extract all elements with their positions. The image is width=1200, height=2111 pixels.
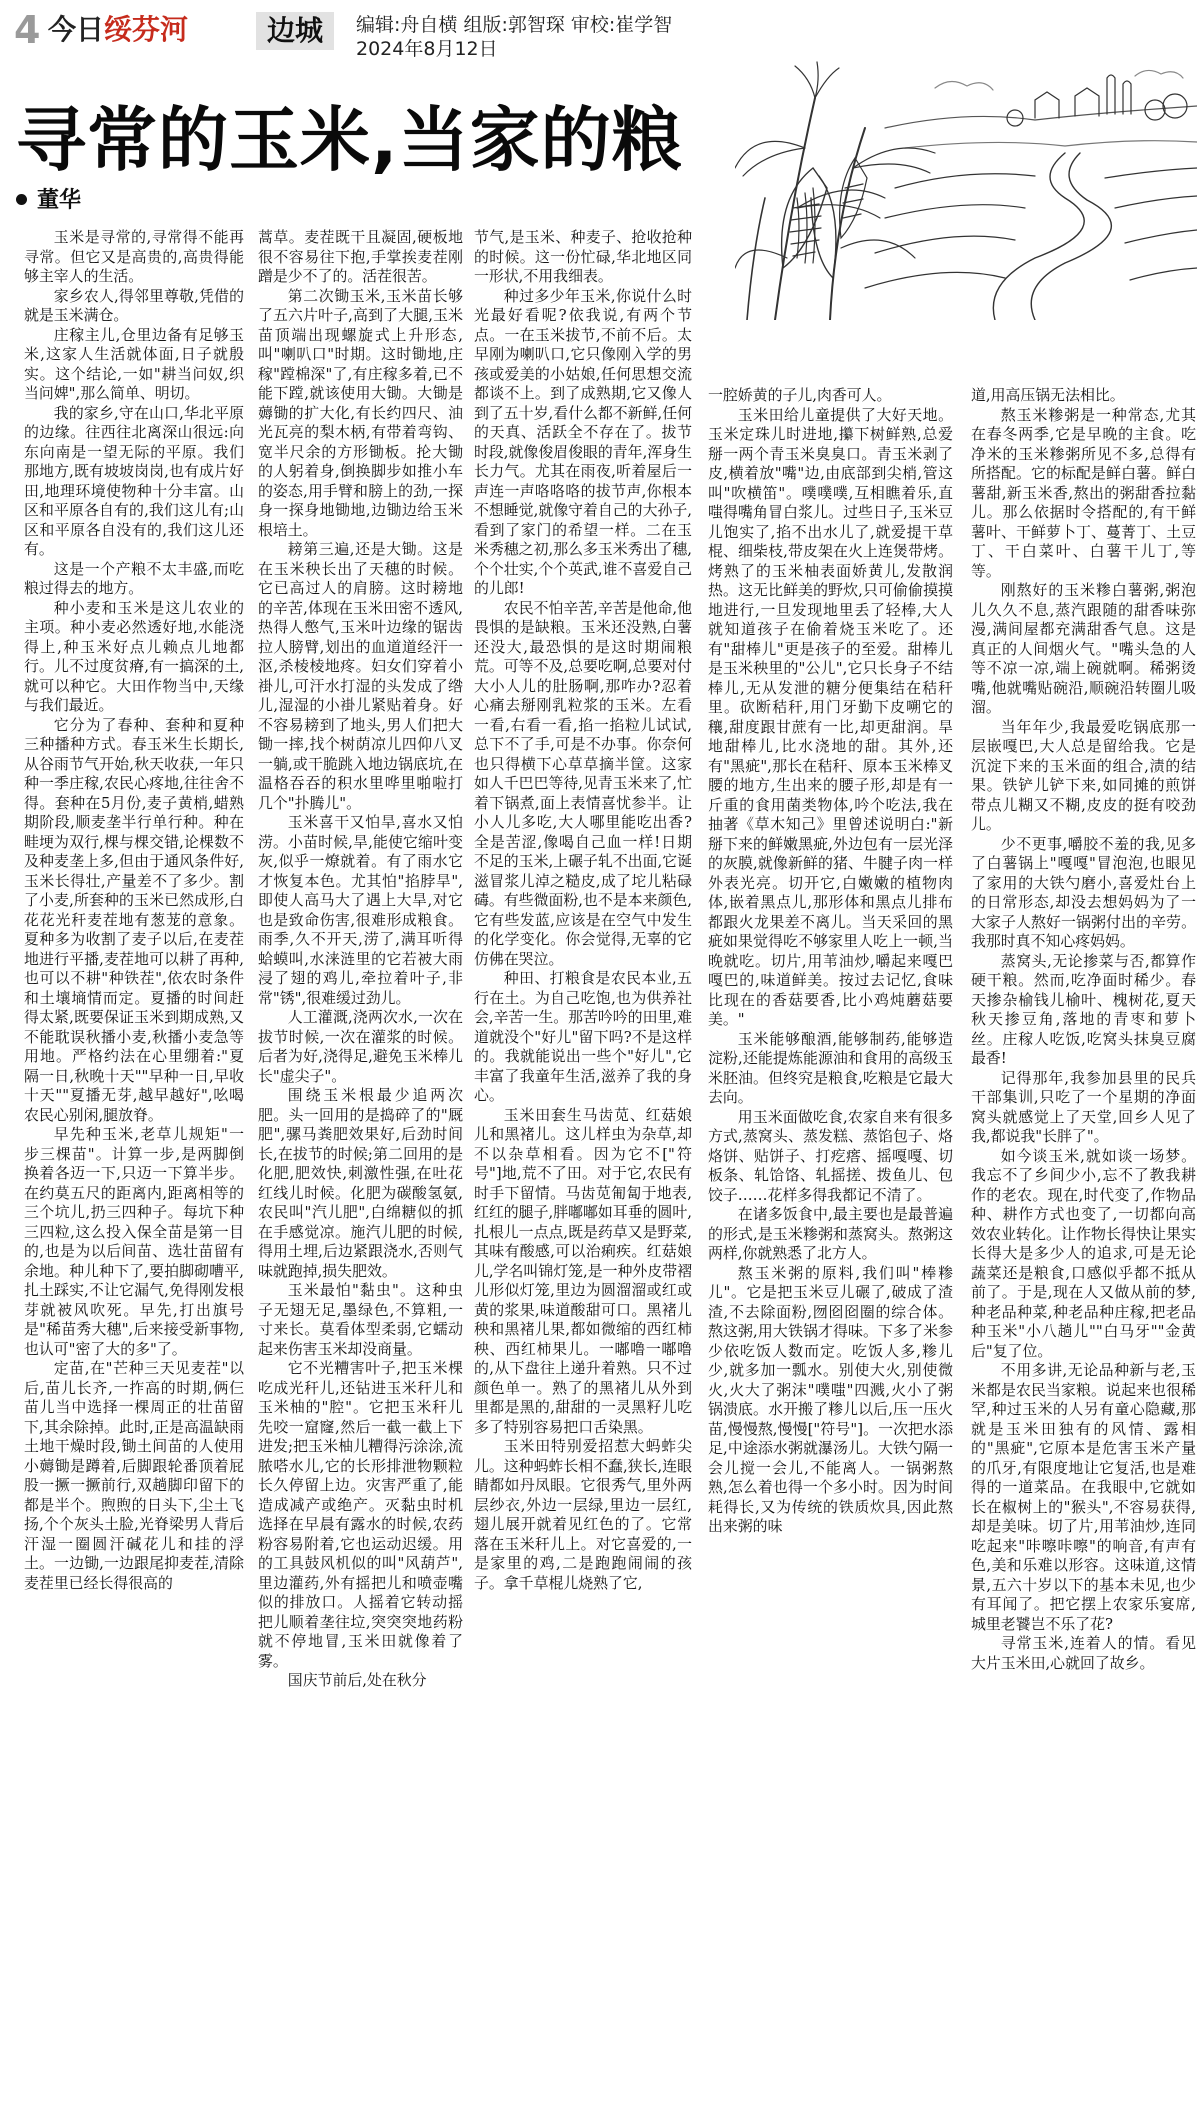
paragraph: 种小麦和玉米是这儿农业的主项。种小麦必然透好地,水能浇得上,种玉米好点儿赖点儿地都行。儿不过度贫瘠,有一搞深的土,就可以种它。大田作物当中,天缘与我们最近。 — [24, 598, 244, 714]
paragraph: 种过多少年玉米,你说什么时光最好看呢?依我说,有两个节点。一在玉米拔节,不前不后。太早刚为喇叭口,它只像刚入学的男孩或爱美的小姑娘,任何思想交流都谈不上。到了成熟期,它又像人到了五十岁,看什么都不新鲜,任何的天真、活跃全不存在了。拔节时段,就像俊眉俊眼的青年,浑身生长力气。尤其在雨夜,听着屋后一声连一声咯咯咯的拔节声,你根本不想睡觉,就像守着自己的大孙子,看到了家门的希望一样。二在玉米秀穗之初,那么多玉米秀出了穗,个个壮实,个个英武,谁不喜爱自己的儿郎! — [474, 286, 692, 597]
paragraph: 第二次锄玉米,玉米苗长够了五六片叶子,高到了大腿,玉米苗顶端出现螺旋式上升形态,叫"喇叭口"时期。这时锄地,庄稼"蹚棉深"了,有庄稼多着,已不能下蹚,就该使用大锄。大锄是薅锄的扩大化,有长约四尺、油光瓦亮的梨木柄,有带着弯钩、宽半尺余的方形锄板。抡大锄的人躬着身,倒换脚步如推小车的姿态,用手臂和膀上的劲,一探身一探身地锄地,边锄边给玉米根培土。 — [258, 286, 463, 539]
paragraph: 记得那年,我参加县里的民兵干部集训,只吃了一个星期的净面窝头就感觉上了天堂,回乡人见了我,都说我"长胖了"。 — [971, 1068, 1196, 1145]
paragraph: 熬玉米粥的原料,我们叫"棒糁儿"。它是把玉米豆儿碾了,破成了渣渣,不去除面粉,囫囵囵圈的综合体。熬这粥,用大铁锅才得味。下多了米参少依吃饭人数而定。吃饭人多,糁儿少,就多加一瓢水。别使大火,别使微火,火大了粥沫"噗嗤"四溅,火小了粥锅溃底。水开搬了糁儿以后,压一压火苗,慢慢熬,慢慢["符号"]。一次把水添足,中途添水粥就瀑汤儿。大铁勺隔一会儿搅一会儿,不能离人。一锅粥熬熟,怎么着也得一个多小时。因为时间耗得长,又为传统的铁质炊具,因此熬出来粥的味 — [708, 1263, 953, 1535]
corn-field-illustration — [735, 58, 1197, 320]
article-column-1 — [24, 228, 244, 2103]
paragraph: 耪第三遍,还是大锄。这是在玉米秧长出了天穗的时候。它已高过人的肩膀。这时耪地的辛苦,体现在玉米田密不透风,热得人憋气,玉米叶边缘的锯齿拉人膀臂,划出的血道道经汗一沤,杀棱棱地疼。妇女们穿着小褂儿,可汗水打湿的头发成了绺儿,湿湿的小褂儿紧贴着身。好不容易耪到了地头,男人们把大锄一摔,找个树荫凉儿四仰八叉一躺,或干脆跳入地边锅底坑,在温格吞吞的积水里哗里啪啦打几个"扑腾儿"。 — [258, 540, 463, 812]
paragraph: 熬玉米糁粥是一种常态,尤其在春冬两季,它是早晚的主食。吃净米的玉米糁粥所见不多,总得有所搭配。它的标配是鲜白薯。鲜白薯甜,新玉米香,熬出的粥甜香拉黏儿。那么依据时令搭配的,有干鲜薯叶、干鲜萝卜丁、蔓菁丁、土豆丁、干白菜叶、白薯干儿丁,等等。 — [971, 405, 1196, 580]
paragraph: 蒸窝头,无论掺菜与否,都算作硬干粮。然而,吃净面时稀少。春天掺杂榆钱儿榆叶、槐树花,夏天秋天掺豆角,落地的青枣和萝卜丝。庄稼人吃饭,吃窝头抹臭豆腐最香! — [971, 951, 1196, 1067]
paragraph: 玉米田特别爱招惹大蚂蚱尖儿。这种蚂蚱长相不蠢,狭长,连眼睛都如丹凤眼。它很秀气,里外两层纱衣,外边一层绿,里边一层红,翅儿展开就着见红色的了。它常落在玉米秆儿上。对它喜爱的,一是家里的鸡,二是跑跑闹闹的孩子。拿千草棍儿烧熟了它, — [474, 1437, 692, 1592]
paragraph: 刚熬好的玉米糁白薯粥,粥泡儿久久不息,蒸汽跟随的甜香味弥漫,满间屋都充满甜香气息。这是真正的人间烟火气。"嘴头急的人等不凉一凉,端上碗就啊。稀粥烫嘴,他就嘴贴碗沿,顺碗沿转圈儿吸溜。 — [971, 581, 1196, 716]
paragraph: 少不更事,嚼胶不羞的我,见多了白薯锅上"嘎嘎"冒泡泡,也眼见了家用的大铁勺磨小,喜爱灶台上的日常形态,却没去想妈妈为了一大家子人熬好一锅粥付出的辛劳。我那时真不知心疼妈妈。 — [971, 834, 1196, 950]
paragraph: 在诸多饭食中,最主要也是最普遍的形式,是玉米糁粥和蒸窝头。熬粥这两样,你就熟悉了北方人。 — [708, 1205, 953, 1262]
paragraph: 用玉米面做吃食,农家自来有很多方式,蒸窝头、蒸发糕、蒸馅包子、烙烙饼、贴饼子、打疙瘩、摇嘎嘎、切板条、轧饸饹、轧摇搓、拨鱼儿、包饺子……花样多得我都记不清了。 — [708, 1107, 953, 1204]
page-number: 4 — [14, 8, 41, 52]
paragraph: 玉米最怕"黏虫"。这种虫子无翅无足,墨绿色,不算粗,一寸来长。莫看体型柔弱,它蠕动起来伤害玉米却没商量。 — [258, 1281, 463, 1358]
paragraph: 不用多讲,无论品种新与老,玉米都是农民当家粮。说起来也很稀罕,种过玉米的人另有童心隐藏,那就是玉米田独有的风情、露相的"黑疵",它原本是危害玉米产量的爪牙,有限度地让它复活,也是难得的一道菜品。在我眼中,它就如长在椒树上的"猴头",不容易获得,却是美味。切了片,用苇油炒,连同吃起来"咔嚓咔嚓"的响音,有声有色,美和乐难以形容。这味道,这情景,五六十岁以下的基本未见,也少有耳闻了。把它摆上农家乐宴席,城里老饕岂不乐了花? — [971, 1361, 1196, 1633]
author-name: 董华 — [37, 188, 82, 213]
article-title: 寻常的玉米,当家的粮 — [16, 99, 683, 181]
paragraph: 节气,是玉米、种麦子、抢收抢种的时候。这一份忙碌,华北地区同一形状,不用我细表。 — [474, 228, 692, 285]
section-label: 边城 — [256, 12, 334, 50]
paragraph: 家乡农人,得邻里尊敬,凭借的就是玉米满仓。 — [24, 286, 244, 324]
paragraph: 它不光糟害叶子,把玉米棵吃成光秆儿,还钻进玉米秆儿和玉米柚的"腔"。它把玉米秆儿先咬一窟窿,然后一截一截上下进发;把玉米柚儿糟得污涂涂,流脓嗒水儿,它的长形排泄物颗粒长久停留上边。灾害严重了,能造成减产或绝产。灭黏虫时机选择在早晨有露水的时候,农药粉容易附着,它也运动迟缓。用的工具鼓风机似的叫"风葫芦",里边灌药,外有摇把儿和喷壶嘴似的排放口。人摇着它转动摇把儿顺着垄往垃,突突突地药粉就不停地冒,玉米田就像着了雾。 — [258, 1359, 463, 1670]
paragraph: 如今谈玉米,就如谈一场梦。我忘不了乡间少小,忘不了教我耕作的老农。现在,时代变了,作物品种、耕作方式也变了,一切都向高效农业转化。让作物长得快让果实长得大是多少人的追求,可是无论蔬菜还是粮食,口感似乎都不抵从前了。于是,现在人又做从前的梦,种老品种菜,种老品种庄稼,把老品种玉米"小八趟儿""白马牙""金黄后"复了位。 — [971, 1146, 1196, 1360]
paragraph: 我的家乡,守在山口,华北平原的边缘。往西往北离深山很远:向东向南是一望无际的平原。我们那地方,既有坡坡岗岗,也有成片好田,地理环境使物种十分丰富。山区和平原各自有的,我们这儿有;山区和平原各自没有的,我们这儿还有。 — [24, 403, 244, 558]
paragraph: 围绕玉米根最少追两次肥。头一回用的是捣碎了的"厩肥",骡马粪肥效果好,后劲时间长,在拔节的时候;第二回用的是化肥,肥效快,刺激性强,在吐花红线儿时候。化肥为碳酸氢氨,农民叫"汽儿肥",白绵糖似的抓在手感觉凉。施汽儿肥的时候,得用土埋,后边紧跟浇水,否则气味就跑掉,损失肥效。 — [258, 1086, 463, 1280]
newspaper-name-prefix: 今日 — [48, 13, 105, 46]
paragraph: 当年年少,我最爱吃锅底那一层嵌嘎巴,大人总是留给我。它是沉淀下来的玉米面的组合,渍的结果。铁铲儿铲下来,如同摊的煎饼带点儿糊又不糊,皮皮的挺有咬劲儿。 — [971, 717, 1196, 833]
paragraph: 国庆节前后,处在秋分 — [287, 1671, 427, 1689]
paragraph: 玉米能够酿酒,能够制药,能够造淀粉,还能提炼能源油和食用的高级玉米胚油。但终究是粮食,吃粮是它最大去向。 — [708, 1029, 953, 1106]
paragraph: 玉米喜干又怕旱,喜水又怕涝。小苗时候,旱,能使它缩叶变灰,似乎一燎就着。有了雨水它才恢复本色。尤其怕"掐脖旱",即使人高马大了遇上大旱,对它也是致命伤害,很难形成粮食。雨季,久不开天,涝了,满耳听得蛤蟆叫,水涞涟里的它若被大雨浸了翅的鸡儿,牵拉着叶子,非常"锈",很难缓过劲儿。 — [258, 813, 463, 1007]
bullet-icon — [16, 194, 27, 205]
paragraph: 道,用高压锅无法相比。 — [971, 386, 1125, 404]
paragraph: 玉米田给儿童提供了大好天地。玉米定珠儿时进地,攥下树鲜熟,总爱掰一两个青玉米臭臭口。青玉米剥了皮,横着放"嘴"边,由底部到尖梢,管这叫"吹横笛"。噗噗噗,互相瞧着乐,直嗤得嘴角冒白浆儿。过些日子,玉米豆儿饱实了,掐不出水儿了,就爱提干草棍、细柴枝,带皮架在火上连煲带烤。烤熟了的玉米柚表面娇黄儿,发散润热。这无比鲜美的野炊,只可偷偷摸摸地进行,一旦发现地里丢了轻棒,大人就知道孩子在偷着烧玉米吃了。还有"甜棒儿"更是孩子的至爱。甜棒儿是玉米秧里的"公儿",它只长身子不结棒儿,无从发泄的糖分便集结在秸秆里。砍断秸秆,用门牙勤下皮嗍它的穰,甜度跟甘蔗有一比,却更甜润。旱地甜棒儿,比水浇地的甜。其外,还有"黑疵",那长在秸秆、原本玉米棒叉腰的地方,生出来的腰子形,却是有一斤重的食用菌类物体,吟个吃法,我在抽著《草木知己》里曾述说明白:"新掰下来的鲜嫩黑疵,外边包有一层光泽的灰膜,就像新鲜的猪、牛腱子肉一样外表光亮。切开它,白嫩嫩的植物肉体,嵌着黑点儿,那形体和黑点儿排布都跟火龙果差不离儿。当天采回的黑疵如果觉得吃不够家里人吃上一顿,当晚就吃。切片,用苇油炒,嚼起来嘎巴嘎巴的,味道鲜美。按过去记忆,食味比现在的香菇要香,比小鸡炖蘑菇要美。" — [708, 405, 953, 1028]
paragraph: 玉米是寻常的,寻常得不能再寻常。但它又是高贵的,高贵得能够主宰人的生活。 — [24, 228, 244, 285]
paragraph: 农民不怕辛苦,辛苦是他命,他畏惧的是缺粮。玉米还没熟,白薯还没大,最恐惧的是这时期闹粮荒。可等不及,总要吃啊,总要对付大小人儿的肚肠啊,那咋办?忍着心痛去掰刚乳粒浆的玉米。左看一看,右看一看,掐一掐粒儿试试,总下不了手,可是不办事。你奈何也只得横下心草草摘半筐。这家如人千巴巴等待,见青玉米来了,忙着下锅煮,面上表情喜忧参半。让小人儿多吃,大人哪里能吃出香?全是苦涩,像喝自己血一样!日期不足的玉米,上碾子轧不出面,它诞滋冒浆儿淖之糙皮,成了坨儿粘碌碡。有些微面粉,也不是本来颜色,它有些发蓝,应该是在空气中发生的化学变化。你会觉得,无辜的它仿佛在哭泣。 — [474, 598, 692, 968]
paragraph: 定苗,在"芒种三天见麦茬"以后,苗儿长齐,一拃高的时期,俩仨苗儿当中选择一棵周正的壮苗留下,其余除掉。此时,正是高温缺雨土地干燥时段,锄土间苗的人使用小薅锄是蹲着,后脚跟轮番顶着屁股一撅一撅前行,双趟脚印留下的都是半个。煦煦的日头下,尘土飞扬,个个灰头土脸,光脊梁男人背后汗湿一圈圆汗碱花儿和挂的浮土。一边锄,一边跟尾抑麦茬,清除麦茬里已经长得很高的 — [24, 1359, 244, 1592]
paragraph: 庄稼主儿,仓里边备有足够玉米,这家人生活就体面,日子就殷实。这个结论,一如"耕当问奴,织当问婢",那么简单、明切。 — [24, 325, 244, 402]
paragraph: 这是一个产粮不太丰盛,而吃粮过得去的地方。 — [24, 559, 244, 597]
article-column-5 — [971, 386, 1196, 2103]
newspaper-name-accent: 绥芬河 — [104, 13, 189, 46]
paragraph: 寻常玉米,连着人的情。看见大片玉米田,心就回了故乡。 — [971, 1634, 1196, 1672]
paragraph: 种田、打粮食是农民本业,五行在土。为自己吃饱,也为供养社会,辛苦一生。那苦吟吟的田里,难道就没个"好儿"留下吗?不是这样的。我就能说出一些个"好儿",它丰富了我童年生活,滋养了我的身心。 — [474, 969, 692, 1104]
paragraph: 玉米田套生马齿苋、红菇娘儿和黑褚儿。这儿样虫为杂草,却不以杂草相看。因为它不["符号"]地,荒不了田。对于它,农民有时手下留情。马齿苋匍匐于地表,红红的腿子,胖嘟嘟如耳垂的圆叶,扎根儿一点点,既是药草又是野菜,其味有酸感,可以治痢疾。红菇娘儿,学名叫锦灯笼,是一种外皮带褶儿形似灯笼,里边为圆溜溜或红或黄的浆果,味道酸甜可口。黑褚儿秧和黑褚儿果,都如微缩的西红柿秧、西红柿果儿。一嘟噜一嘟噜的,从下盘往上递升着熟。只不过颜色单一。熟了的黑褚儿从外到里都是黑的,甜甜的一灵黑籽儿吃多了特别容易把口舌染黑。 — [474, 1105, 692, 1436]
paragraph: 蒿草。麦茬既干且凝固,硬板地很不容易往下抱,手掌挨麦茬刚蹭是少不了的。活茬很苦。 — [258, 228, 463, 285]
paragraph: 人工灌溉,浇两次水,一次在拔节时候,一次在灌浆的时候。后者为好,浇得足,避免玉米棒儿长"虚尖子"。 — [258, 1008, 463, 1085]
article-column-2 — [258, 228, 463, 2103]
page-header — [0, 0, 1200, 60]
editor-credits: 编辑:舟自横 组版:郭智琛 审校:崔学智 — [356, 14, 673, 36]
byline — [16, 188, 81, 214]
issue-date: 2024年8月12日 — [356, 38, 498, 60]
article-column-4 — [708, 386, 953, 2103]
article-column-3 — [474, 228, 692, 2103]
paragraph: 它分为了春种、套种和夏种三种播种方式。春玉米生长期长,从谷雨节气开始,秋天收获,一年只种一季庄稼,农民心疼地,往往舍不得。套种在5月份,麦子黄梢,蜡熟期阶段,顺麦垄半行单行种。种在畦埂为双行,棵与棵交错,论棵数不及种麦垄上多,但由于通风条件好,玉米长得壮,产量差不了多少。割了小麦,所套种的玉米已然成形,白花花光秆麦茬地有葱茏的意象。夏种多为收割了麦子以后,在麦茬地进行平播,麦茬地可以耕了再种,也可以不耕"种铁茬",依农时条件和土壤墒情而定。夏播的时间赶得太紧,既要保证玉米到期成熟,又不能耽误秋播小麦,秋播小麦急等用地。严格约法在心里绷着:"夏隔一日,秋晚十天""早种一日,早收十天""夏播无芽,越早越好",吆喝农民心别闲,腿放脊。 — [24, 715, 244, 1124]
newspaper-name — [48, 14, 188, 46]
paragraph: 早先种玉米,老草儿规矩"一步三棵苗"。计算一步,是两脚倒换着各迈一下,只迈一下算半步。在约莫五尺的距离内,距离相等的三个坑儿,扔三四种子。每坑下种三四粒,这么投入保全苗是第一目的,也是为以后间苗、选壮苗留有余地。种儿种下了,要拍脚砌嘈平,扎土踩实,不让它漏气,免得刚发根芽就被风吹死。早先,打出旗号是"稀苗秀大穗",后来接受新事物,也认可"密了大的多"了。 — [24, 1125, 244, 1358]
paragraph: 一腔娇黄的子儿,肉香可人。 — [708, 386, 892, 404]
